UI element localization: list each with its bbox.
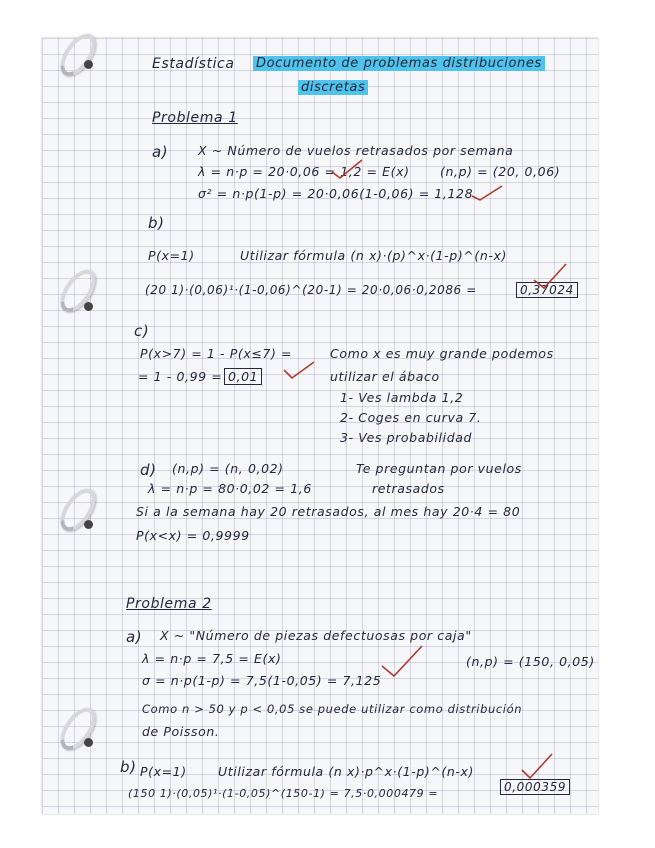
p1c-step3: 3- Ves probabilidad [340, 430, 473, 445]
check-mark-icon [330, 158, 364, 182]
p2b-line1-left: P(x=1) [140, 764, 187, 779]
check-mark-icon [470, 182, 504, 202]
p1c-line1: P(x>7) = 1 - P(x≤7) = [140, 346, 293, 361]
p1d-note1: Te preguntan por vuelos [356, 461, 522, 476]
check-mark-icon [380, 644, 424, 680]
p1a-line2-right: (n,p) = (20, 0,06) [440, 164, 561, 179]
p1b-line1-left: P(x=1) [148, 248, 195, 263]
title-prefix: Estadística [152, 56, 235, 72]
problem1-heading: Problema 1 [152, 110, 238, 126]
p2a-line4: Como n > 50 y p < 0,05 se puede utilizar como distribución [142, 702, 523, 716]
title-highlight-1: Documento de problemas distribuciones [253, 56, 545, 71]
p1d-line1: (n,p) = (n, 0,02) [172, 461, 284, 476]
check-mark-icon [532, 262, 568, 292]
p1c-step2: 2- Coges en curva 7. [340, 410, 482, 425]
p2b-answer: 0,000359 [500, 780, 570, 794]
p2a-line5: de Poisson. [142, 724, 220, 739]
punch-hole-2 [84, 302, 93, 311]
p2a-line2: λ = n·p = 7,5 = E(x) [142, 651, 282, 666]
p1d-line4: P(x<x) = 0,9999 [136, 528, 250, 543]
p2a-label: a) [126, 628, 143, 646]
p1a-line3: σ² = n·p(1-p) = 20·0,06(1-0,06) = 1,128 [198, 186, 474, 201]
punch-hole-4 [84, 738, 93, 747]
check-mark-icon [520, 752, 554, 782]
p1d-line3: Si a la semana hay 20 retrasados, al mes hay 20·4 = 80 [136, 504, 521, 519]
p2a-line2-right: (n,p) = (150, 0,05) [466, 654, 595, 669]
p1c-note1: Como x es muy grande podemos [330, 346, 554, 361]
title-highlight-2: discretas [298, 80, 368, 95]
p1a-line2-left: λ = n·p = 20·0,06 = 1,2 = E(x) [198, 164, 410, 179]
p1d-note2: retrasados [372, 481, 445, 496]
p1b-line1-right: Utilizar fórmula (n x)·(p)^x·(1-p)^(n-x) [240, 248, 507, 263]
p1a-line1: X ~ Número de vuelos retrasados por semana [198, 143, 514, 158]
p2a-line3: σ = n·p(1-p) = 7,5(1-0,05) = 7,125 [142, 673, 382, 688]
problem2-heading: Problema 2 [126, 596, 212, 612]
p1a-label: a) [152, 143, 169, 161]
p1b-answer: 0,37024 [516, 283, 578, 297]
p1c-label: c) [134, 322, 150, 340]
p2b-line2: (150 1)·(0,05)¹·(1-0,05)^(150-1) = 7,5·0,000479 = [128, 787, 439, 800]
p1d-line2: λ = n·p = 80·0,02 = 1,6 [148, 481, 312, 496]
p1c-note2: utilizar el ábaco [330, 369, 440, 384]
p1c-step1: 1- Ves lambda 1,2 [340, 390, 464, 405]
p1c-answer: 0,01 [224, 369, 262, 384]
p1b-label: b) [148, 214, 165, 232]
p1c-line2: = 1 - 0,99 = [138, 369, 223, 384]
p2b-line1-right: Utilizar fórmula (n x)·p^x·(1-p)^(n-x) [218, 764, 475, 779]
punch-hole-3 [84, 520, 93, 529]
p2a-line1: X ~ "Número de piezas defectuosas por caja" [160, 628, 472, 643]
p1d-label: d) [140, 461, 157, 479]
p2b-label: b) [120, 758, 137, 776]
punch-hole-1 [84, 60, 93, 69]
p1b-line2: (20 1)·(0,06)¹·(1-0,06)^(20-1) = 20·0,06·0,2086 = [145, 283, 477, 297]
check-mark-icon [282, 358, 316, 382]
